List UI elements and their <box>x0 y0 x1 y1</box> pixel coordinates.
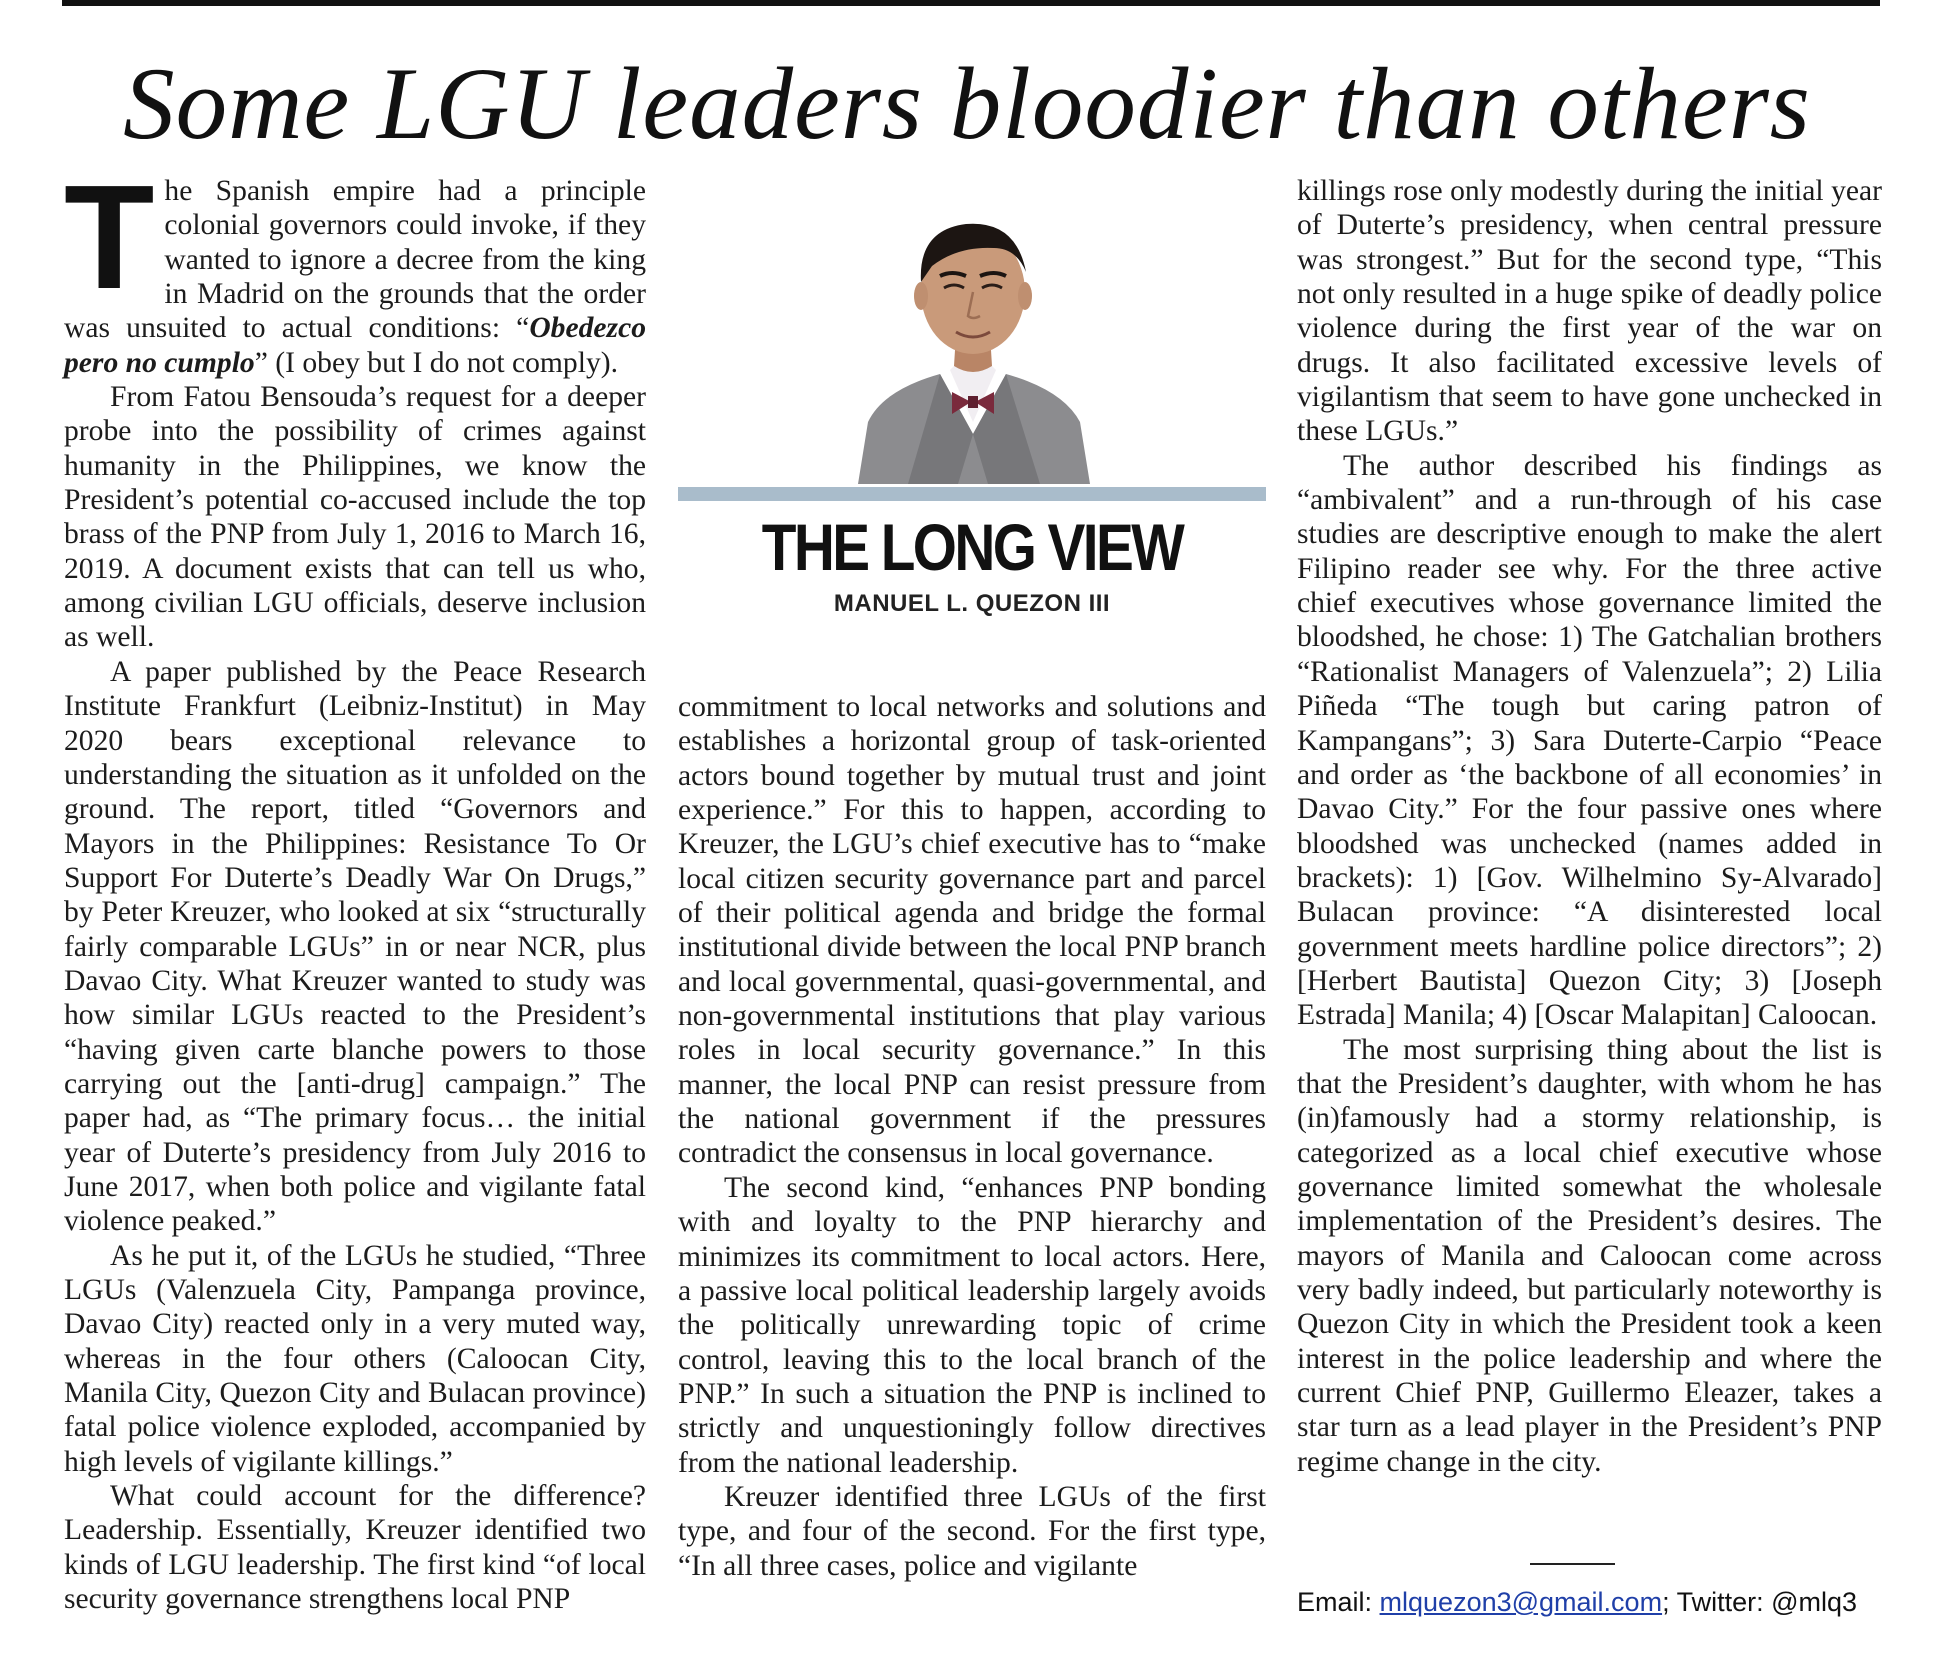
paragraph: The Spanish empire had a principle colonial governors could invoke, if they wanted to ignore a decree from the king in Madrid on the grounds that the order was unsuited to actual conditions: “Obedezco pero no cumplo” (I obey but I do not comply). <box>64 155 646 379</box>
article-column-2 <box>678 690 1266 1583</box>
author-byline: MANUEL L. QUEZON III <box>833 590 1111 617</box>
twitter-label: Twitter: <box>1676 1587 1764 1617</box>
article-column-1 <box>64 155 646 1616</box>
paragraph: The author described his findings as “ambivalent” and a run-through of his case studies are descriptive enough to make the alert Filipino reader see why. For the three active chief executives whose governance limited the bloodshed, he chose: 1) The Gatchalian brothers “Rationalist Managers of Valenzuela”; 2) Lilia Piñeda “The tough but caring patron of Kampangans”; 3) Sara Duterte-Carpio “Peace and order as ‘the backbone of all economies’ in Davao City.” For the four passive ones where bloodshed was unchecked (names added in brackets): 1) [Gov. Wilhelmino Sy-Alvarado] Bulacan province: “A disinterested local government meets hardline police directors”; 2) [Herbert Bautista] Quezon City; 3) [Joseph Estrada] Manila; 4) [Oscar Malapitan] Caloocan. <box>1297 449 1882 1032</box>
end-rule <box>1530 1563 1615 1565</box>
top-rule <box>62 0 1880 6</box>
separator: ; <box>1662 1587 1670 1617</box>
twitter-handle[interactable]: @mlq3 <box>1771 1587 1858 1617</box>
paragraph: Kreuzer identified three LGUs of the first type, and four of the second. For the first type, “In all three cases, police and vigilante <box>678 1480 1266 1582</box>
email-label: Email: <box>1297 1587 1373 1617</box>
paragraph: The most surprising thing about the list is that the President’s daughter, with whom he has (in)famously had a stormy relationship, is categorized as a local chief executive whose governance limited somewhat the wholesale implementation of the President’s desires. The mayors of Manila and Caloocan come across very badly indeed, but particularly noteworthy is Quezon City in which the President took a keen interest in the police leadership and where the current Chief PNP, Guillermo Eleazer, takes a star turn as a lead player in the President’s PNP regime change in the city. <box>1297 1033 1882 1478</box>
email-link[interactable]: mlquezon3@gmail.com <box>1379 1587 1663 1617</box>
latin-phrase: Obedezco pero no cumplo <box>64 312 646 379</box>
paragraph: From Fatou Bensouda’s request for a deeper probe into the possibility of crimes against humanity in the Philippines, we know the President’s potential co-accused include the top brass of the PNP from July 1, 2016 to March 16, 2019. A document exists that can tell us who, among civilian LGU officials, deserve inclusion as well. <box>64 381 646 654</box>
paragraph: commitment to local networks and solutions and establishes a horizontal group of task-oriented actors bound together by mutual trust and joint experience.” For this to happen, according to Kreuzer, the LGU’s chief executive has to “make local citizen security governance part and parcel of their political agenda and bridge the formal institutional divide between the local PNP branch and local governmental, quasi-governmental, and non-governmental institutions that play various roles in local security governance.” In this manner, the local PNP can resist pressure from the national government if the pressures contradict the consensus in local governance. <box>678 691 1266 1170</box>
paragraph: A paper published by the Peace Research Institute Frankfurt (Leibniz-Institut) in May 2020 bears exceptional relevance to understanding the situation as it unfolded on the ground. The report, titled “Governors and Mayors in the Philippines: Resistance To Or Support For Duterte’s Deadly War On Drugs,” by Peter Kreuzer, who looked at six “structurally fairly comparable LGUs” in or near NCR, plus Davao City. What Kreuzer wanted to study was how similar LGUs reacted to the President’s “having given carte blanche powers to those carrying out the [anti-drug] campaign.” The paper had, as “The primary focus… the initial year of Duterte’s presidency from July 2016 to June 2017, when both police and vigilante fatal violence peaked.” <box>64 655 646 1238</box>
paragraph: As he put it, of the LGUs he studied, “Three LGUs (Valenzuela City, Pampanga province, Davao City) reacted only in a very muted way, whereas in the four others (Caloocan City, Manila City, Quezon City and Bulacan province) fatal police violence exploded, accompanied by high levels of vigilante killings.” <box>64 1239 646 1478</box>
article-column-3 <box>1297 174 1882 1479</box>
paragraph: What could account for the difference? Leadership. Essentially, Kreuzer identified two kinds of LGU leadership. The first kind “of local security governance strengthens local PNP <box>64 1480 646 1616</box>
paragraph: The second kind, “enhances PNP bonding with and loyalty to the PNP hierarchy and minimizes its commitment to local actors. Here, a passive local political leadership largely avoids the politically unrewarding topic of crime control, leaving this to the local branch of the PNP.” In such a situation the PNP is inclined to strictly and unquestioningly follow directives from the national leadership. <box>678 1171 1266 1479</box>
column-name: THE LONG VIEW <box>761 510 1183 584</box>
author-portrait-icon <box>848 184 1098 484</box>
column-header-box <box>678 174 1266 624</box>
paragraph: killings rose only modestly during the initial year of Duterte’s presidency, when central pressure was strongest.” But for the second type, “This not only resulted in a huge spike of deadly police violence during the first year of the war on drugs. It also facilitated excessive levels of vigilantism that seem to have gone unchecked in these LGUs.” <box>1297 175 1882 448</box>
author-photo <box>848 184 1098 484</box>
headline: Some LGU leaders bloodier than others <box>123 47 1811 161</box>
contact-line <box>1297 1585 1882 1619</box>
photo-bar <box>678 487 1266 501</box>
drop-cap: T <box>64 155 155 320</box>
